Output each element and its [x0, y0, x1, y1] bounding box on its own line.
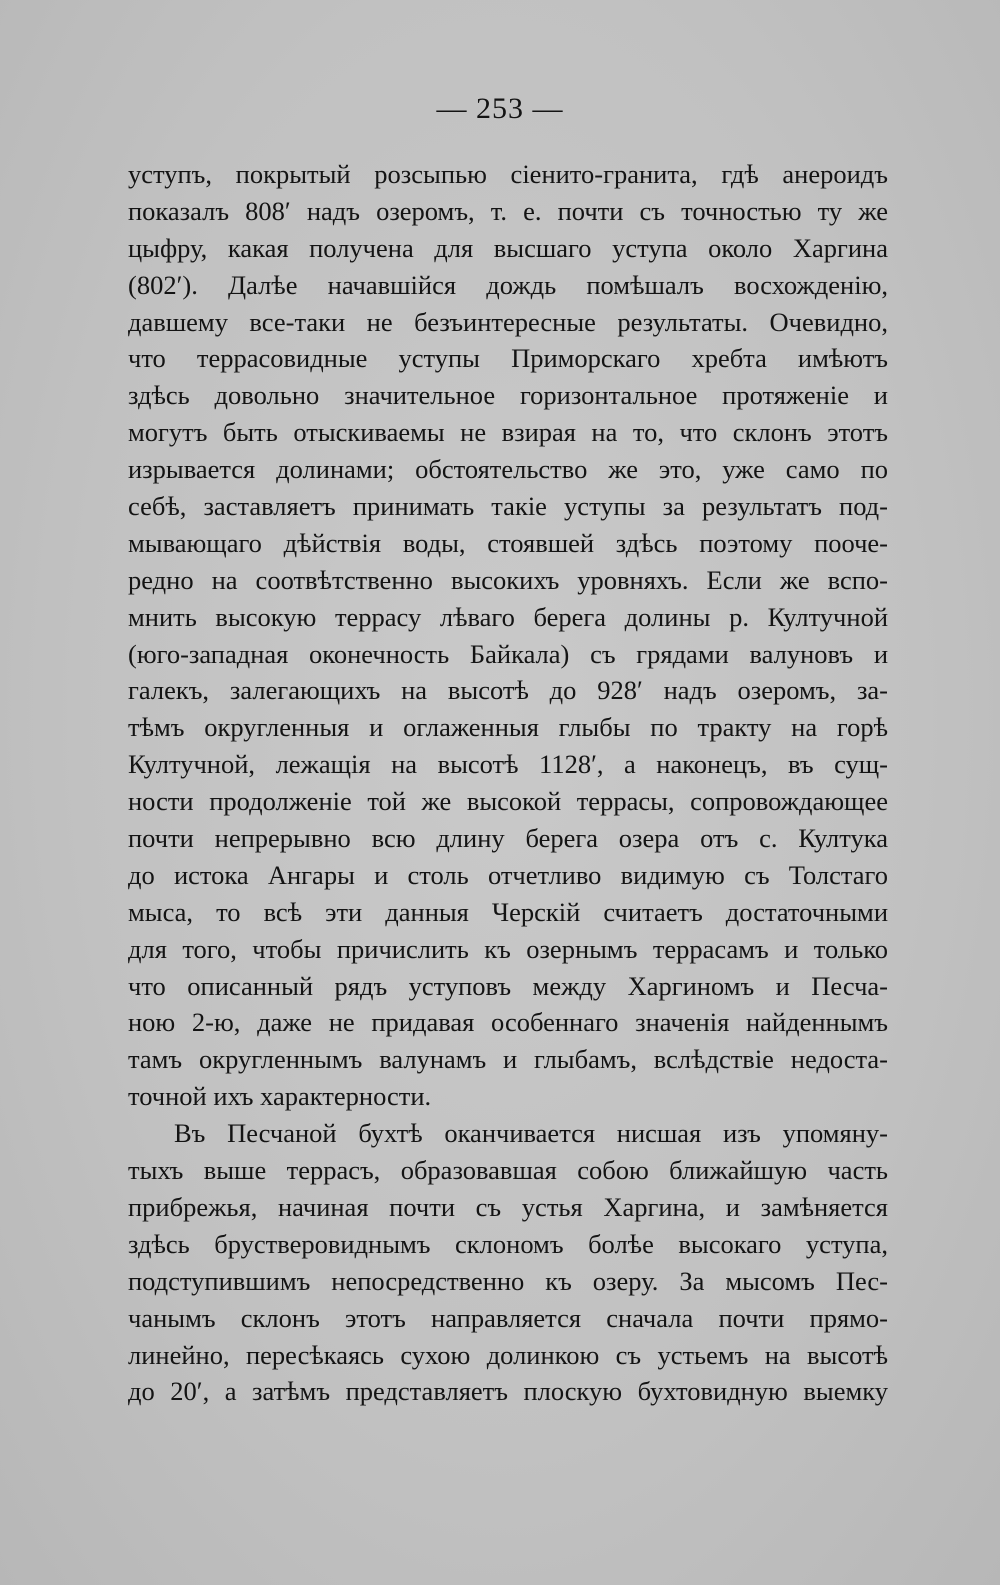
text-line: прибрежья, начиная почти съ устья Харгина, и замѣняется [128, 1191, 888, 1222]
text-line: чанымъ склонъ этотъ направляется сначала почти прямо- [128, 1302, 888, 1333]
text-line: Въ Песчаной бухтѣ оканчивается нисшая изъ упомяну- [174, 1118, 888, 1149]
text-line: себѣ, заставляетъ принимать такіе уступы за результатъ под- [128, 491, 888, 522]
text-line: подступившимъ непосредственно къ озеру. За мысомъ Пес- [128, 1265, 888, 1296]
text-line: редно на соотвѣтственно высокихъ уровняхъ. Если же вспо- [128, 564, 888, 595]
text-line: изрывается долинами; обстоятельство же это, уже само по [128, 454, 888, 485]
text-line: могутъ быть отыскиваемы не взирая на то, что склонъ этотъ [128, 417, 888, 448]
text-line: ною 2-ю, даже не придавая особеннаго значенія найденнымъ [128, 1007, 888, 1038]
text-line: мнить высокую террасу лѣваго берега долины р. Култучной [128, 601, 888, 632]
text-line: тыхъ выше террасъ, образовавшая собою ближайшую часть [128, 1155, 888, 1186]
page-number: — 253 — [436, 92, 564, 125]
text-line: до 20′, а затѣмъ представляетъ плоскую бухтовидную выемку [128, 1376, 888, 1407]
text-line: мывающаго дѣйствія воды, стоявшей здѣсь поэтому пооче- [128, 527, 888, 558]
text-line: линейно, пересѣкаясь сухою долинкою съ устьемъ на высотѣ [128, 1339, 888, 1370]
text-line: ности продолженіе той же высокой террасы, сопровождающее [128, 786, 888, 817]
text-line: до истока Ангары и столь отчетливо видимую съ Толстаго [128, 859, 888, 890]
text-line: уступъ, покрытый розсыпью сіенито-гранита, гдѣ анероидъ [128, 159, 888, 189]
text-line: здѣсь довольно значительное горизонтальное протяженіе и [128, 380, 888, 411]
text-line: почти непрерывно всю длину берега озера отъ с. Култука [128, 823, 888, 854]
text-line: цыфру, какая получена для высшаго уступа около Харгина [128, 232, 888, 263]
text-line: Култучной, лежащія на высотѣ 1128′, а наконецъ, въ сущ- [128, 749, 888, 780]
text-line: тѣмъ округленныя и оглаженныя глыбы по тракту на горѣ [128, 712, 888, 743]
text-line: (юго-западная оконечность Байкала) съ грядами валуновъ и [128, 638, 888, 669]
text-line: галекъ, залегающихъ на высотѣ до 928′ надъ озеромъ, за- [128, 675, 888, 706]
paragraph-1 [128, 156, 888, 1115]
text-line: (802′). Далѣе начавшійся дождь помѣшалъ восхожденію, [128, 269, 888, 300]
text-line: что описанный рядъ уступовъ между Харгиномъ и Песча- [128, 970, 888, 1001]
paragraph-2 [128, 1115, 888, 1410]
text-line: тамъ округленнымъ валунамъ и глыбамъ, вслѣдствіе недоста- [128, 1044, 888, 1075]
body-text [128, 156, 888, 1410]
text-line: для того, чтобы причислить къ озернымъ террасамъ и только [128, 933, 888, 964]
text-line: мыса, то всѣ эти данныя Черскій считаетъ достаточными [128, 896, 888, 927]
text-line: точной ихъ характерности. [128, 1081, 432, 1112]
text-line: показалъ 808′ надъ озеромъ, т. е. почти съ точностью ту же [128, 195, 888, 226]
text-line: что террасовидные уступы Приморскаго хребта имѣютъ [128, 343, 888, 374]
text-line: давшему все-таки не безъинтересные результаты. Очевидно, [128, 306, 888, 337]
text-line: здѣсь брустверовиднымъ склономъ болѣе высокаго уступа, [128, 1228, 888, 1259]
